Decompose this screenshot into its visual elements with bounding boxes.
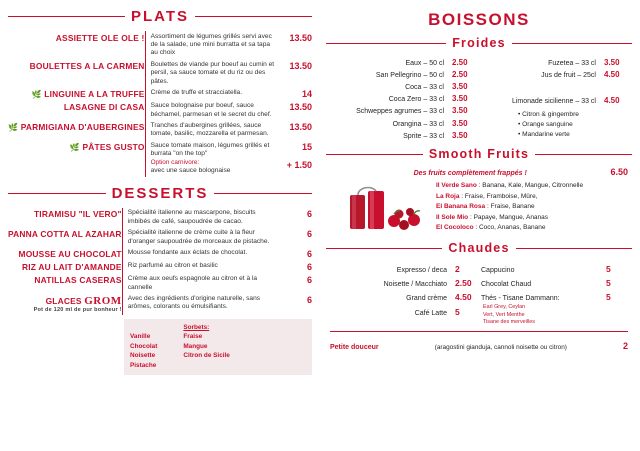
- rule-left: [8, 16, 125, 17]
- dessert-desc: Mousse fondante aux éclats de chocolat.: [122, 248, 278, 261]
- table-row: [8, 101, 312, 121]
- flavour-desc: Coco, Ananas, Banane: [478, 224, 546, 232]
- dessert-desc: Crème aux oeufs espagnole au citron et à la cannelle: [122, 274, 278, 294]
- dessert-desc: Riz parfumé au citron et basilic: [122, 261, 278, 274]
- drink-price: 3.50: [452, 106, 468, 116]
- drink-row: [330, 56, 476, 68]
- option-desc: avec une sauce bolognaise: [150, 166, 231, 174]
- flavour-name: El Banana Rosa: [436, 203, 486, 211]
- list-item: Il Sole Mio : Papaye, Mangue, Ananas: [436, 213, 549, 221]
- drink-row: [330, 129, 476, 141]
- divider: [330, 331, 628, 332]
- flavour-desc: Papaye, Mangue, Ananas: [473, 213, 549, 221]
- chaudes-section-header: [326, 241, 632, 255]
- list-item: Fraise: [183, 333, 203, 341]
- drink-row: [481, 261, 628, 275]
- froides-column-2: [482, 56, 628, 141]
- ice-cream-flavour-list: [130, 323, 157, 371]
- desserts-table: [8, 208, 312, 315]
- dish-desc: Tranches d'aubergines grillées, sauce tomate, basilic, mozzarella et parmesan.: [145, 121, 278, 141]
- dish-price: 13.50: [289, 122, 312, 132]
- dessert-name: RIZ AU LAIT D'AMANDE: [22, 262, 122, 273]
- table-row: [8, 294, 312, 315]
- table-row: [8, 121, 312, 141]
- drink-price: 5: [606, 263, 611, 274]
- drink-price: 3.50: [604, 57, 620, 67]
- dessert-price: 6: [306, 275, 312, 286]
- drink-price: 2.50: [455, 277, 472, 288]
- list-item: • Citron & gingembre: [518, 110, 628, 120]
- table-row: [8, 261, 312, 274]
- grom-logo: GROM: [84, 295, 122, 307]
- list-item: Citron de Sicile: [183, 352, 230, 360]
- smoothie-illustration: [332, 181, 428, 235]
- rule-right: [516, 248, 632, 249]
- dessert-name: MOUSSE AU CHOCOLAT: [18, 249, 122, 260]
- table-row: [8, 88, 312, 101]
- dessert-desc: Avec des ingrédients d'origine naturelle, sans arômes, colorants ou émulsifiants.: [122, 294, 278, 315]
- leaf-icon: 🌿: [31, 90, 42, 100]
- drink-label: Schweppes agrumes – 33 cl: [356, 108, 444, 116]
- list-item: Chocolat: [130, 342, 158, 350]
- plats-table: [8, 31, 312, 177]
- drink-label: Chocolat Chaud: [481, 280, 532, 288]
- drink-row: [481, 290, 628, 304]
- dish-name-label: PARMIGIANA D'AUBERGINES: [20, 122, 145, 132]
- right-column: [320, 0, 640, 451]
- dish-desc: Sauce bolognaise pur boeuf, sauce béchamel, parmesan et le secret du chef.: [145, 101, 278, 121]
- drink-price: 3.50: [452, 94, 468, 104]
- drink-label: Grand crème: [406, 295, 447, 303]
- smoothie-photo: [332, 181, 428, 235]
- rule-right: [535, 154, 632, 155]
- drink-price: 3.50: [452, 118, 468, 128]
- list-item: Noisette: [130, 352, 156, 360]
- drink-price: 4.50: [604, 69, 620, 79]
- drink-row: [330, 117, 476, 129]
- dish-price: 13.50: [289, 32, 312, 43]
- froides-section-header: [326, 36, 632, 50]
- smooth-tagline-row: [326, 167, 632, 177]
- list-item: Vanille: [130, 333, 151, 341]
- dish-desc: Assortiment de légumes grillés servi avec de la salade, une mini burratta et sa tapa au choix: [145, 31, 278, 59]
- rule-right: [195, 16, 312, 17]
- flavour-name: El Cocoloco: [436, 224, 474, 232]
- smooth-title: Smooth Fruits: [428, 147, 530, 162]
- sorbets-box: [124, 319, 312, 375]
- drink-row: [330, 276, 477, 290]
- chaudes-column-2: [481, 261, 628, 326]
- table-row: [8, 248, 312, 261]
- drink-label: Sprite – 33 cl: [403, 132, 444, 140]
- dish-name: ASSIETTE OLE OLE !: [55, 32, 145, 43]
- limonade-flavour-list: [482, 110, 628, 141]
- table-row: [8, 59, 312, 87]
- rule-left: [8, 193, 106, 194]
- dish-price: [278, 140, 312, 177]
- dessert-price: 6: [306, 249, 312, 260]
- drink-price: 2.50: [452, 69, 468, 79]
- drink-label: Coca Zero – 33 cl: [388, 96, 444, 104]
- dish-name: [8, 88, 145, 101]
- froides-title: Froides: [452, 36, 506, 50]
- tea-varieties-note: Earl Grey, Ceylan Vert, Vert Menthe Tisane des merveilles: [483, 304, 535, 326]
- flavour-name: La Roja: [436, 192, 460, 200]
- leaf-icon: 🌿: [69, 142, 80, 152]
- leaf-icon: 🌿: [8, 123, 19, 132]
- petite-douceur-price: 2: [622, 341, 628, 352]
- dessert-name: TIRAMISU "IL VERO": [33, 209, 122, 220]
- dish-price-main: 15: [301, 141, 312, 152]
- dish-name-label: LINGUINE A LA TRUFFE: [44, 89, 145, 100]
- drink-price: 5: [606, 292, 611, 303]
- rule-left: [326, 43, 446, 44]
- dish-name: BOULETTES A LA CARMEN: [29, 60, 145, 71]
- drink-row: [330, 304, 477, 318]
- dish-price: 13.50: [289, 102, 312, 113]
- petite-douceur-label: Petite douceur: [330, 344, 379, 352]
- drink-row: [482, 94, 628, 106]
- drink-label: Noisette / Macchiato: [383, 280, 447, 288]
- drink-row: [330, 105, 476, 117]
- froides-column-1: [330, 56, 476, 141]
- drink-price: 3.50: [452, 81, 468, 91]
- flavour-name: Il Sole Mio: [436, 213, 469, 221]
- list-item: • Mandarine verte: [518, 130, 628, 140]
- list-item: Mangue: [183, 342, 208, 350]
- table-row: [8, 208, 312, 228]
- dessert-price: 6: [306, 209, 312, 220]
- table-row: [8, 274, 312, 294]
- chaudes-title: Chaudes: [448, 241, 510, 256]
- drink-label: Fuzetea – 33 cl: [548, 59, 596, 67]
- drink-row: [330, 290, 477, 304]
- dish-price: 13.50: [289, 60, 312, 71]
- dish-desc: Boulettes de viande pur boeuf au cumin et persil, sa sauce tomate et du riz ou des pâtes.: [145, 59, 278, 87]
- drink-price: 5: [455, 306, 460, 317]
- rule-right: [512, 43, 632, 44]
- list-item: La Roja : Fraise, Framboise, Mûre,: [436, 192, 538, 200]
- drink-label: Expresso / deca: [396, 266, 447, 274]
- chaudes-column-1: [330, 261, 477, 326]
- dessert-name: [8, 294, 122, 315]
- dessert-price: 6: [306, 262, 312, 273]
- boissons-title: BOISSONS: [428, 10, 530, 29]
- list-item: El Cocoloco : Coco, Ananas, Banane: [436, 224, 546, 232]
- list-item: Il Verde Sano : Banana, Kale, Mangue, Citronnelle: [436, 182, 584, 190]
- plats-section-header: [8, 8, 312, 25]
- petite-douceur-desc: (aragostini gianduja, cannoli noisette ou citron): [434, 344, 567, 352]
- dish-name: LASAGNE DI CASA: [63, 102, 145, 113]
- desserts-title: DESSERTS: [111, 184, 209, 202]
- drink-price: 4.50: [604, 95, 620, 105]
- drink-price: 4.50: [455, 292, 472, 303]
- drink-price: 2.50: [452, 57, 468, 67]
- option-label: Option carnivore:: [150, 158, 200, 166]
- dessert-price: 6: [306, 229, 312, 240]
- dish-desc: [145, 140, 278, 177]
- list-item: Pistache: [130, 361, 157, 369]
- smooth-section-header: [326, 147, 632, 161]
- rule-left: [326, 248, 442, 249]
- rule-right: [214, 193, 312, 194]
- plats-title: PLATS: [130, 8, 190, 25]
- drink-label: Coca – 33 cl: [405, 83, 444, 91]
- drink-label: Jus de fruit – 25cl: [541, 71, 596, 79]
- drink-label: San Pellegrino – 50 cl: [375, 71, 444, 79]
- drink-price: 2: [455, 263, 460, 274]
- list-item: El Banana Rosa : Fraise, Banane: [436, 203, 535, 211]
- dish-desc: Crème de truffe et stracciatella.: [145, 88, 278, 101]
- drink-label: Orangina – 33 cl: [392, 120, 444, 128]
- smooth-body: [326, 177, 632, 235]
- petite-douceur-row: [326, 337, 632, 351]
- drink-price: 3.50: [452, 130, 468, 140]
- flavour-desc: Banana, Kale, Mangue, Citronnelle: [482, 182, 584, 190]
- drink-row: [482, 68, 628, 80]
- flavour-desc: Fraise, Framboise, Mûre,: [464, 192, 538, 200]
- sorbets-header: Sorbets:: [183, 323, 210, 331]
- dessert-name: PANNA COTTA AL AZAHAR: [8, 229, 122, 240]
- dessert-name-label: GLACES: [45, 296, 82, 306]
- drink-label: Thés - Tisane Dammann:: [481, 295, 560, 303]
- smooth-tagline: Des fruits complètement frappés !: [413, 170, 527, 178]
- dish-price-option: + 1.50: [286, 159, 312, 170]
- flavour-desc: Fraise, Banane: [490, 203, 535, 211]
- dessert-desc: Spécialité italienne de crème cuite à la fleur d'oranger saupoudrée de morceaux de pistache.: [122, 228, 278, 248]
- drink-price: 5: [606, 277, 611, 288]
- table-row: [8, 140, 312, 177]
- froides-grid: [326, 56, 632, 141]
- drink-row: [481, 276, 628, 290]
- rule-left: [326, 154, 423, 155]
- flavour-name: Il Verde Sano: [436, 182, 477, 190]
- drink-row: [330, 68, 476, 80]
- smooth-price: 6.50: [610, 167, 628, 178]
- dish-name: [8, 121, 145, 141]
- dish-desc-text: Sauce tomate maison, légumes grillés et burrata "on the top": [150, 141, 270, 158]
- dessert-note: Pot de 120 ml de pur bonheur !: [33, 307, 122, 313]
- drink-row: [482, 56, 628, 68]
- dish-price: 14: [301, 89, 312, 100]
- table-row: [8, 228, 312, 248]
- dish-name: [8, 140, 145, 177]
- table-row: [8, 31, 312, 59]
- drink-row: [330, 261, 477, 275]
- drink-label: Limonade sicilienne – 33 cl: [511, 97, 596, 105]
- list-item: • Orange sanguine: [518, 120, 628, 130]
- smoothie-flavour-list: [436, 181, 583, 235]
- dessert-price: 6: [306, 295, 312, 305]
- dessert-desc: Spécialité italienne au mascarpone, biscuits imbibés de café, saupoudrée de cacao.: [122, 208, 278, 228]
- drink-label: Eaux – 50 cl: [405, 59, 444, 67]
- drink-row: [330, 80, 476, 92]
- dessert-name: NATILLAS CASERAS: [34, 275, 122, 286]
- sorbet-flavour-list: [183, 323, 230, 371]
- desserts-section-header: [8, 185, 312, 202]
- dish-name-label: PÂTES GUSTO: [82, 141, 145, 152]
- drink-label: Café Latte: [414, 309, 447, 317]
- drink-label: Cappucino: [481, 266, 515, 274]
- drink-row: [330, 93, 476, 105]
- chaudes-grid: [326, 261, 632, 326]
